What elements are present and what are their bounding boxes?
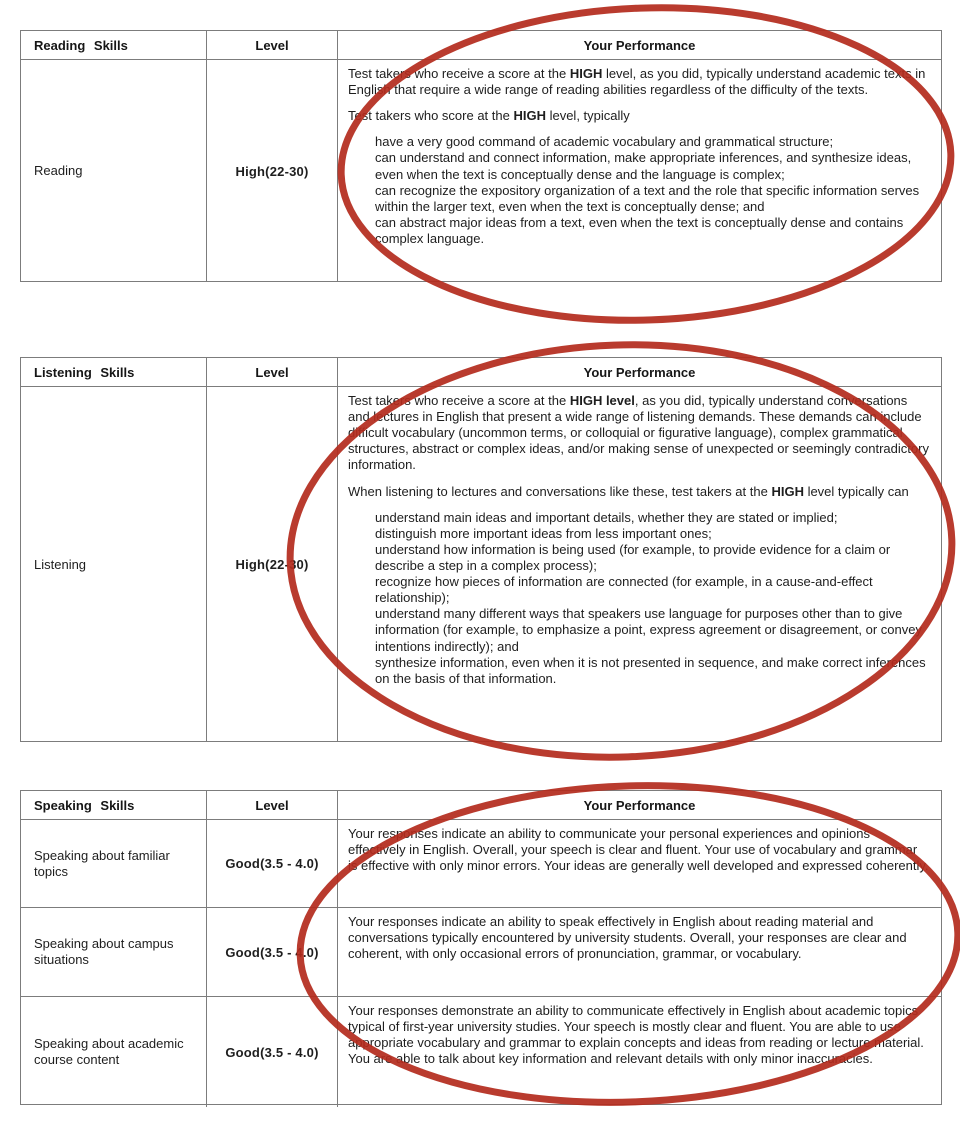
reading-table-header-row (21, 31, 941, 60)
listening-skills-table (20, 357, 942, 742)
speaking-level-cell: Good(3.5 - 4.0) (206, 908, 338, 996)
listening-row (21, 387, 941, 742)
list-item: can abstract major ideas from a text, even when the text is conceptually dense and contains complex language. (375, 214, 904, 246)
listening-skill-cell: Listening (34, 556, 87, 572)
speaking-performance-text: Your responses demonstrate an ability to communicate effectively in English about academic topics typical of first-year university studies. Your speech is mostly clear and fluent. You are able to use appropriate vocabulary and grammar to explain concepts and ideas from reading or lecture material. You are able to talk about key information and relevant details with only minor inaccuracies. (348, 1003, 924, 1067)
listening-level-cell: High(22-30) (206, 387, 338, 742)
reading-level-cell: High(22-30) (206, 60, 338, 282)
speaking-performance-cell (338, 997, 941, 1107)
list-item: understand main ideas and important details, whether they are stated or implied; (375, 509, 838, 525)
list-item: understand how information is being used (for example, to provide evidence for a claim or describe a step in a complex process); (375, 541, 891, 573)
speaking-performance-cell (338, 820, 941, 907)
speaking-table-header-row (21, 791, 941, 820)
reading-performance-cell (338, 60, 941, 282)
level-column-header: Level (206, 358, 338, 386)
speaking-row-familiar-topics (21, 820, 941, 907)
reading-skills-table (20, 30, 942, 282)
speaking-skill-cell: Speaking about familiar topics (34, 847, 170, 879)
listening-performance-cell (338, 387, 941, 742)
performance-column-header: Your Performance (583, 37, 696, 53)
listening-skills-column-header: Listening Skills (34, 364, 135, 380)
reading-skills-column-header: Reading Skills (34, 37, 128, 53)
list-item: can recognize the expository organization of a text and the role that specific information serves within the larger text, even when the text is conceptually dense; and (375, 182, 920, 214)
listening-performance-lead: When listening to lectures and conversations like these, test takers at the HIGH level typically can (348, 483, 909, 499)
listening-table-header-row (21, 358, 941, 387)
speaking-skill-cell: Speaking about academic course content (34, 1036, 184, 1067)
performance-column-header: Your Performance (583, 364, 696, 380)
speaking-skills-column-header: Speaking Skills (34, 797, 135, 813)
listening-performance-intro: Test takers who receive a score at the HIGH level, as you did, typically understand conversations and lectures in English that present a wide range of listening demands. These demands can include difficult vocabulary (uncommon terms, or colloquial or figurative language), complex grammatical structures, abstract or complex ideas, and/or making sense of unexpected or seemingly contradictory information. (348, 393, 929, 473)
speaking-row-academic-course-content (21, 996, 941, 1107)
reading-performance-items (348, 134, 929, 247)
speaking-performance-cell (338, 908, 941, 996)
reading-performance-intro: Test takers who receive a score at the HIGH level, as you did, typically understand academic texts in English that require a wide range of reading abilities regardless of the difficulty of the texts. (348, 66, 926, 98)
list-item: understand many different ways that speakers use language for purposes other than to give information (for example, to emphasize a point, express agreement or disagreement, or convey intentions indirectly); and (375, 606, 922, 654)
list-item: recognize how pieces of information are connected (for example, in a cause-and-effect relationship); (375, 574, 873, 606)
list-item: synthesize information, even when it is not presented in sequence, and make correct inferences on the basis of that information. (375, 654, 926, 686)
speaking-performance-text: Your responses indicate an ability to speak effectively in English about reading material and conversations typically encountered by university students. Overall, your responses are clear and coherent, with only occasional errors of pronunciation, grammar, or vocabulary. (348, 914, 907, 962)
level-column-header: Level (206, 791, 338, 819)
speaking-skills-table (20, 790, 942, 1105)
speaking-skill-cell: Speaking about campus situations (34, 936, 174, 967)
listening-performance-items (348, 510, 929, 687)
speaking-performance-text: Your responses indicate an ability to communicate your personal experiences and opinions effectively in English. Overall, your speech is clear and fluent. Your use of vocabulary and grammar is effective with only minor errors. Your ideas are generally well developed and expressed coherently. (348, 826, 929, 874)
speaking-level-cell: Good(3.5 - 4.0) (206, 820, 338, 907)
reading-performance-lead: Test takers who score at the HIGH level, typically (348, 108, 630, 124)
list-item: have a very good command of academic vocabulary and grammatical structure; (375, 134, 834, 150)
speaking-level-cell: Good(3.5 - 4.0) (206, 997, 338, 1107)
reading-skill-cell: Reading (34, 163, 83, 179)
list-item: can understand and connect information, make appropriate inferences, and synthesize ideas, even when the text is conceptually dense and the language is complex; (375, 150, 912, 182)
speaking-row-campus-situations (21, 907, 941, 996)
level-column-header: Level (206, 31, 338, 59)
performance-column-header: Your Performance (583, 797, 696, 813)
reading-row (21, 60, 941, 282)
list-item: distinguish more important ideas from less important ones; (375, 525, 712, 541)
